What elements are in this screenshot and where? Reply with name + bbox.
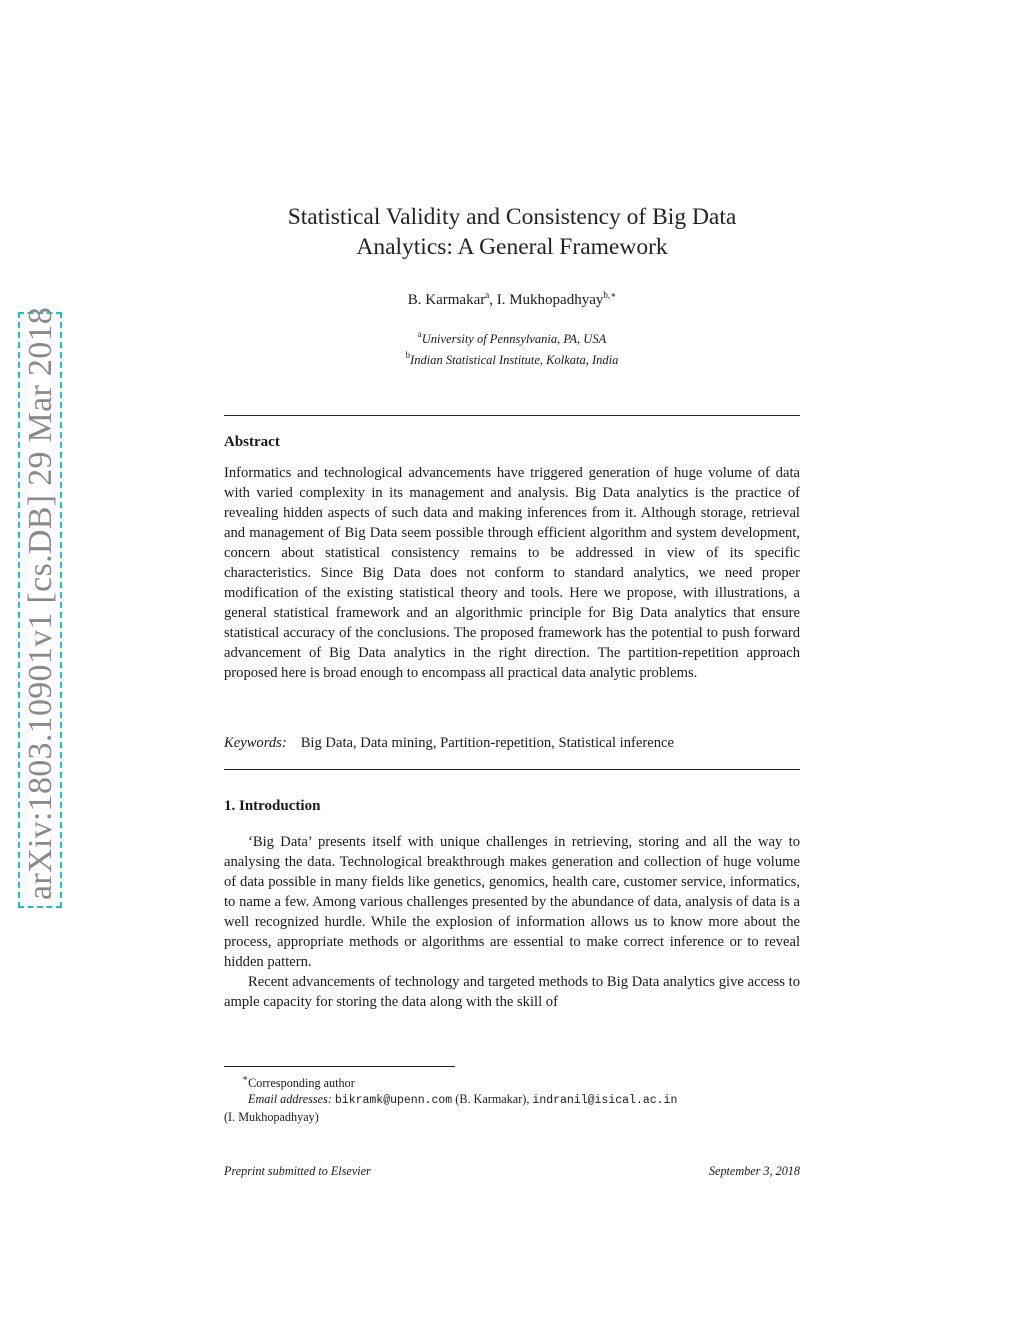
affiliation-b: [224, 347, 800, 368]
email1-owner: (B. Karmakar),: [452, 1092, 533, 1106]
email-label: Email addresses:: [248, 1092, 332, 1106]
affil-b-mark: b: [405, 350, 411, 360]
email2-owner: (I. Mukhopadhyay): [224, 1110, 319, 1124]
affiliation-a: [224, 326, 800, 347]
email-karmakar-link[interactable]: bikramk@upenn.com: [334, 1094, 453, 1107]
author1-affil-mark: a: [485, 290, 490, 300]
abstract-bottom-rule: [224, 769, 800, 770]
intro-paragraph-1: ‘Big Data’ presents itself with unique challenges in retrieving, storing and all the way to analysing the data. Technological breakthrough makes generation and collection of huge volume of data possible in many fields like genetics, genomics, health care, customer service, informatics, to name a few. Among various challenges presented by the abundance of data, analysis of data is a well recognized hurdle. While the explosion of information allows us to know more about the process, appropriate methods or algorithms are essential to make correct inference or to reveal hidden pattern.: [224, 834, 800, 970]
keywords-line: [224, 735, 800, 752]
footer-date: September 3, 2018: [708, 1164, 800, 1178]
footnote-rule: [224, 1066, 455, 1067]
paper-title: [224, 202, 800, 262]
title-line-1: Statistical Validity and Consistency of Big Data: [287, 204, 737, 230]
keywords-label: Keywords:: [224, 735, 287, 751]
footnote-emails: [224, 1091, 800, 1109]
introduction-heading: 1. Introduction: [224, 798, 321, 814]
keywords-list: Big Data, Data mining, Partition-repetition, Statistical inference: [300, 735, 674, 751]
author-separator: ,: [489, 292, 497, 308]
affil-b-text: Indian Statistical Institute, Kolkata, India: [410, 353, 619, 367]
affiliations: [224, 326, 800, 368]
abstract-body: Informatics and technological advancements have triggered generation of huge volume of data with varied complexity in its management and analysis. Big Data analytics is the practice of revealing hidden aspects of such data and making inferences from it. Although storage, retrieval and management of Big Data seem possible through efficient algorithm and system development, concern about statistical consistency remains to be addressed in view of its specific characteristics. Since Big Data does not conform to standard analytics, we need proper modification of the existing statistical theory and tools. Here we propose, with illustrations, a general statistical framework and an algorithmic principle for Big Data analytics that ensure statistical accuracy of the conclusions. The proposed framework has the potential to push forward advancement of Big Data analytics in the right direction. The partition-repetition approach proposed here is broad enough to encompass all practical data analytic problems.: [224, 465, 800, 681]
author-list: [224, 290, 800, 309]
intro-paragraph-2: Recent advancements of technology and targeted methods to Big Data analytics give access to ample capacity for storing the data along with the skill of: [224, 974, 800, 1010]
abstract-heading: Abstract: [224, 434, 280, 450]
footnote-marker: ∗: [242, 1073, 249, 1083]
title-line-2: Analytics: A General Framework: [356, 234, 668, 260]
introduction-body: [224, 832, 800, 1012]
page-footer: [224, 1164, 800, 1179]
author-karmakar: B. Karmakar: [407, 292, 486, 308]
corresponding-author-label: Corresponding author: [248, 1076, 355, 1090]
affil-a-text: University of Pennsylvania, PA, USA: [421, 332, 607, 346]
footnote-corresponding: [224, 1070, 800, 1091]
author2-affil-mark: b,∗: [603, 290, 617, 300]
abstract-top-rule: [224, 415, 800, 416]
footnote: [224, 1070, 800, 1125]
footer-preprint-note: Preprint submitted to Elsevier: [224, 1164, 371, 1178]
email-mukhopadhyay-link[interactable]: indranil@isical.ac.in: [532, 1094, 678, 1107]
author-mukhopadhyay: I. Mukhopadhyay: [496, 292, 604, 308]
affil-a-mark: a: [417, 329, 422, 339]
arxiv-identifier[interactable]: arXiv:1803.10901v1 [cs.DB] 29 Mar 2018: [22, 306, 59, 900]
